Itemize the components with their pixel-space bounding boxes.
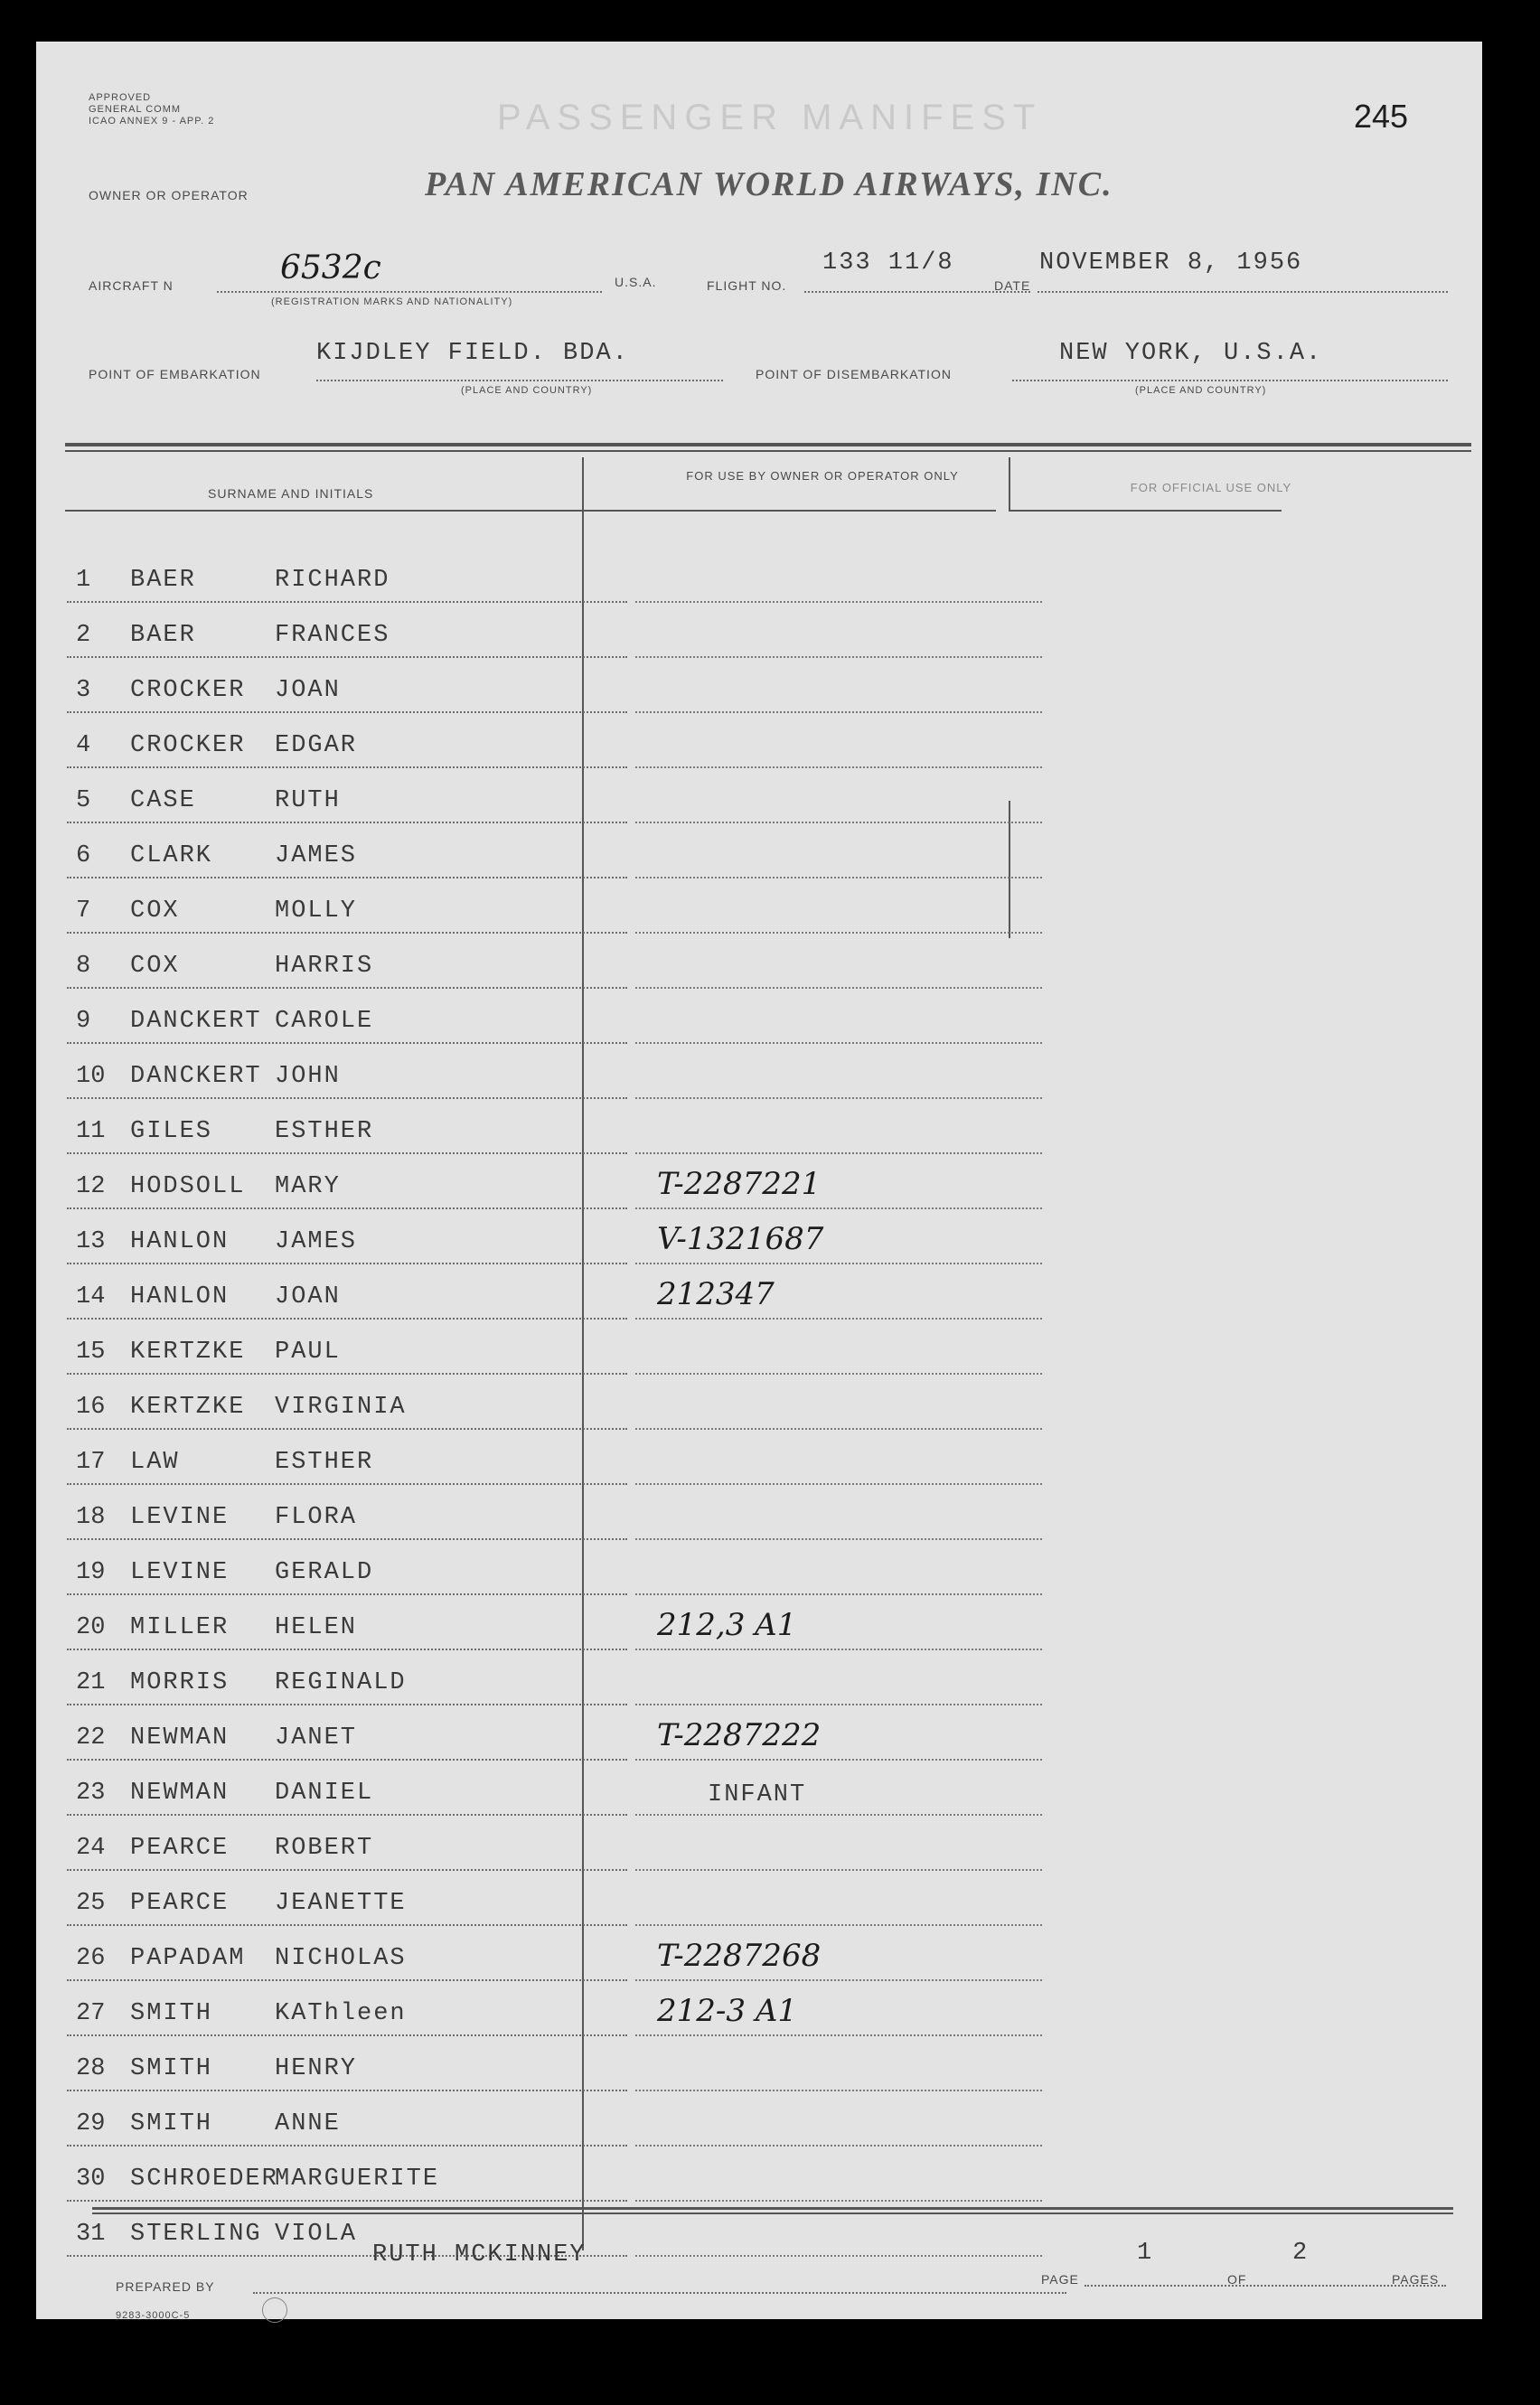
passenger-given-name: ANNE [275, 2110, 341, 2137]
owner-use-cell [635, 2147, 1042, 2202]
row-number: 5 [76, 787, 91, 814]
form-code: 9283-3000C-5 [116, 2310, 191, 2321]
passenger-surname: CASE [130, 787, 196, 814]
disembarkation-underline [1012, 380, 1448, 381]
owner-use-cell [635, 1044, 1042, 1099]
owner-note: V-1321687 [657, 1221, 824, 1257]
passenger-given-name: JANET [275, 1724, 358, 1752]
table-row [67, 2147, 627, 2202]
passenger-surname: PEARCE [130, 1835, 230, 1862]
row-number: 12 [76, 1173, 106, 1200]
owner-label: OWNER OR OPERATOR [89, 188, 249, 202]
table-row [67, 1871, 627, 1926]
passenger-given-name: JOAN [275, 677, 341, 704]
passenger-given-name: JOHN [275, 1063, 341, 1090]
table-bottom-rule-thin [92, 2212, 1453, 2214]
passenger-given-name: FLORA [275, 1504, 358, 1531]
row-number: 14 [76, 1283, 106, 1311]
owner-use-cell [635, 1816, 1042, 1871]
row-number: 24 [76, 1835, 106, 1862]
table-row [67, 1761, 627, 1816]
table-row [67, 713, 627, 768]
disembarkation-caption: (PLACE AND COUNTRY) [1135, 385, 1267, 396]
owner-use-cell [635, 1540, 1042, 1595]
approval-line: GENERAL COMM [89, 104, 182, 115]
passenger-surname: LEVINE [130, 1559, 230, 1586]
passenger-surname: DANCKERT [130, 1063, 262, 1090]
owner-use-cell [635, 1926, 1042, 1981]
passenger-given-name: NICHOLAS [275, 1945, 407, 1972]
owner-use-cell [635, 1981, 1042, 2036]
table-row [67, 2091, 627, 2147]
table-top-rule-thin [65, 450, 1471, 452]
table-row [67, 1816, 627, 1871]
passenger-given-name: HELEN [275, 1614, 358, 1641]
owner-note: 212,3 A1 [657, 1607, 797, 1643]
owner-use-cell [635, 603, 1042, 658]
table-row [67, 1264, 627, 1320]
row-number: 13 [76, 1228, 106, 1255]
passenger-given-name: JEANETTE [275, 1890, 407, 1917]
passenger-surname: SMITH [130, 2110, 213, 2137]
owner-use-cell [635, 1871, 1042, 1926]
table-row [67, 1705, 627, 1761]
row-number: 27 [76, 2000, 106, 2027]
table-row [67, 1595, 627, 1650]
row-number: 29 [76, 2110, 106, 2137]
owner-use-cell [635, 2202, 1042, 2257]
table-row [67, 548, 627, 603]
official-header-rule [1010, 510, 1282, 512]
airline-name: PAN AMERICAN WORLD AIRWAYS, INC. [425, 165, 1113, 203]
passenger-surname: HANLON [130, 1283, 230, 1311]
col-official-header: FOR OFFICIAL USE ONLY [1130, 481, 1292, 494]
passenger-given-name: CAROLE [275, 1008, 374, 1035]
table-row [67, 1099, 627, 1154]
registration-caption: (REGISTRATION MARKS AND NATIONALITY) [271, 296, 513, 307]
passenger-given-name: MARY [275, 1173, 341, 1200]
passenger-given-name: EDGAR [275, 732, 358, 759]
embarkation-value: KIJDLEY FIELD. BDA. [316, 340, 629, 367]
table-row [67, 658, 627, 713]
passenger-surname: CLARK [130, 842, 213, 869]
page-underline [1085, 2285, 1446, 2287]
passenger-surname: GILES [130, 1118, 213, 1145]
passenger-surname: HODSOLL [130, 1173, 246, 1200]
form-title: PASSENGER MANIFEST [497, 98, 1043, 137]
page-number: 245 [1354, 98, 1409, 135]
owner-use-cell [635, 1761, 1042, 1816]
table-row [67, 1044, 627, 1099]
page-label: PAGE [1041, 2272, 1079, 2287]
passenger-given-name: MARGUERITE [275, 2165, 440, 2193]
table-row [67, 1154, 627, 1209]
passenger-surname: STERLING [130, 2221, 262, 2248]
row-number: 8 [76, 953, 91, 980]
row-number: 2 [76, 622, 91, 649]
flight-value: 133 11/8 [822, 249, 954, 277]
aircraft-label: AIRCRAFT N [89, 278, 174, 293]
col-divider-2 [1009, 457, 1010, 512]
row-number: 10 [76, 1063, 106, 1090]
row-number: 31 [76, 2221, 106, 2248]
row-number: 16 [76, 1394, 106, 1421]
passenger-given-name: JOAN [275, 1283, 341, 1311]
row-number: 1 [76, 567, 91, 594]
owner-use-cell [635, 1154, 1042, 1209]
owner-use-cell [635, 1485, 1042, 1540]
passenger-given-name: ESTHER [275, 1118, 374, 1145]
table-row [67, 2036, 627, 2091]
flight-label: FLIGHT NO. [707, 278, 787, 293]
table-row [67, 603, 627, 658]
manifest-sheet [36, 42, 1482, 2319]
aircraft-underline [217, 291, 602, 293]
embarkation-label: POINT OF EMBARKATION [89, 367, 261, 381]
prepared-by-label: PREPARED BY [116, 2279, 215, 2294]
embarkation-underline [316, 380, 723, 381]
owner-use-cell [635, 823, 1042, 878]
passenger-surname: PEARCE [130, 1890, 230, 1917]
table-row [67, 989, 627, 1044]
owner-use-cell [635, 2036, 1042, 2091]
passenger-surname: CROCKER [130, 732, 246, 759]
printed-seal-icon [262, 2297, 287, 2323]
aircraft-value: 6532c [280, 249, 381, 287]
passenger-given-name: PAUL [275, 1339, 341, 1366]
prepared-by-value: RUTH MCKINNEY [372, 2241, 587, 2269]
owner-note: T-2287268 [657, 1938, 822, 1974]
passenger-given-name: FRANCES [275, 622, 390, 649]
disembarkation-label: POINT OF DISEMBARKATION [756, 367, 952, 381]
table-top-rule [65, 443, 1471, 446]
passenger-surname: NEWMAN [130, 1780, 230, 1807]
row-number: 3 [76, 677, 91, 704]
passenger-given-name: DANIEL [275, 1780, 374, 1807]
owner-use-cell [635, 2091, 1042, 2147]
table-row [67, 1209, 627, 1264]
row-number: 9 [76, 1008, 91, 1035]
table-row [67, 1320, 627, 1375]
passenger-given-name: REGINALD [275, 1669, 407, 1696]
owner-note: T-2287221 [657, 1166, 822, 1202]
of-value: 2 [1292, 2240, 1310, 2267]
col-owner-header: FOR USE BY OWNER OR OPERATOR ONLY [686, 469, 959, 483]
row-number: 17 [76, 1449, 106, 1476]
date-underline [1038, 291, 1448, 293]
row-number: 30 [76, 2165, 106, 2193]
pages-label: PAGES [1392, 2272, 1440, 2287]
owner-use-cell [635, 1320, 1042, 1375]
passenger-surname: LAW [130, 1449, 180, 1476]
owner-use-cell [635, 878, 1042, 934]
owner-use-cell [635, 768, 1042, 823]
table-row [67, 1981, 627, 2036]
passenger-surname: CROCKER [130, 677, 246, 704]
passenger-given-name: VIOLA [275, 2221, 358, 2248]
passenger-given-name: JAMES [275, 1228, 358, 1255]
owner-use-cell [635, 1705, 1042, 1761]
row-number: 28 [76, 2055, 106, 2082]
table-row [67, 1430, 627, 1485]
owner-use-cell [635, 1650, 1042, 1705]
passenger-surname: HANLON [130, 1228, 230, 1255]
passenger-given-name: ROBERT [275, 1835, 374, 1862]
passenger-surname: SCHROEDER [130, 2165, 278, 2193]
row-number: 4 [76, 732, 91, 759]
passenger-surname: DANCKERT [130, 1008, 262, 1035]
row-number: 26 [76, 1945, 106, 1972]
prepared-by-underline [253, 2292, 1066, 2294]
owner-note: 212347 [657, 1276, 775, 1312]
owner-note: INFANT [708, 1781, 807, 1808]
owner-use-cell [635, 1099, 1042, 1154]
owner-use-cell [635, 934, 1042, 989]
row-number: 21 [76, 1669, 106, 1696]
passenger-given-name: KAThleen [275, 2000, 407, 2027]
owner-use-cell [635, 548, 1042, 603]
row-number: 15 [76, 1339, 106, 1366]
owner-use-cell [635, 1595, 1042, 1650]
table-row [67, 1926, 627, 1981]
passenger-given-name: HENRY [275, 2055, 358, 2082]
table-row [67, 1375, 627, 1430]
page-value: 1 [1137, 2240, 1154, 2267]
passenger-given-name: HARRIS [275, 953, 374, 980]
passenger-surname: BAER [130, 567, 196, 594]
embarkation-caption: (PLACE AND COUNTRY) [461, 385, 593, 396]
approval-line: ICAO ANNEX 9 - APP. 2 [89, 116, 215, 127]
disembarkation-value: NEW YORK, U.S.A. [1059, 340, 1323, 367]
row-number: 20 [76, 1614, 106, 1641]
passenger-surname: KERTZKE [130, 1394, 246, 1421]
passenger-surname: BAER [130, 622, 196, 649]
passenger-given-name: ESTHER [275, 1449, 374, 1476]
header-bottom-rule [65, 510, 996, 512]
table-bottom-rule [92, 2207, 1453, 2210]
date-label: DATE [994, 278, 1031, 293]
passenger-surname: MORRIS [130, 1669, 230, 1696]
col-surname-header: SURNAME AND INITIALS [208, 486, 374, 501]
row-number: 18 [76, 1504, 106, 1531]
table-row [67, 878, 627, 934]
passenger-surname: PAPADAM [130, 1945, 246, 1972]
owner-use-cell [635, 1209, 1042, 1264]
passenger-given-name: RUTH [275, 787, 341, 814]
table-row [67, 768, 627, 823]
passenger-surname: NEWMAN [130, 1724, 230, 1752]
owner-note: 212-3 A1 [657, 1993, 798, 2029]
table-row [67, 823, 627, 878]
passenger-surname: MILLER [130, 1614, 230, 1641]
row-number: 22 [76, 1724, 106, 1752]
owner-use-cell [635, 1264, 1042, 1320]
passenger-given-name: RICHARD [275, 567, 390, 594]
row-number: 7 [76, 897, 91, 925]
owner-use-cell [635, 658, 1042, 713]
passenger-given-name: MOLLY [275, 897, 358, 925]
approval-line: APPROVED [89, 92, 152, 103]
passenger-surname: COX [130, 953, 180, 980]
date-value: NOVEMBER 8, 1956 [1039, 249, 1303, 277]
passenger-surname: SMITH [130, 2055, 213, 2082]
table-row [67, 934, 627, 989]
owner-use-cell [635, 1375, 1042, 1430]
owner-note: T-2287222 [657, 1717, 822, 1753]
approval-block [89, 92, 214, 127]
row-number: 25 [76, 1890, 106, 1917]
owner-use-cell [635, 713, 1042, 768]
table-row [67, 1485, 627, 1540]
row-number: 11 [76, 1118, 106, 1145]
row-number: 6 [76, 842, 91, 869]
passenger-given-name: GERALD [275, 1559, 374, 1586]
table-row [67, 1540, 627, 1595]
table-row [67, 1650, 627, 1705]
passenger-surname: SMITH [130, 2000, 213, 2027]
owner-use-cell [635, 989, 1042, 1044]
usa-label: U.S.A. [615, 275, 657, 289]
passenger-surname: LEVINE [130, 1504, 230, 1531]
owner-use-cell [635, 1430, 1042, 1485]
passenger-surname: COX [130, 897, 180, 925]
row-number: 23 [76, 1780, 106, 1807]
passenger-given-name: VIRGINIA [275, 1394, 407, 1421]
of-label: OF [1227, 2272, 1247, 2287]
passenger-surname: KERTZKE [130, 1339, 246, 1366]
passenger-given-name: JAMES [275, 842, 358, 869]
row-number: 19 [76, 1559, 106, 1586]
